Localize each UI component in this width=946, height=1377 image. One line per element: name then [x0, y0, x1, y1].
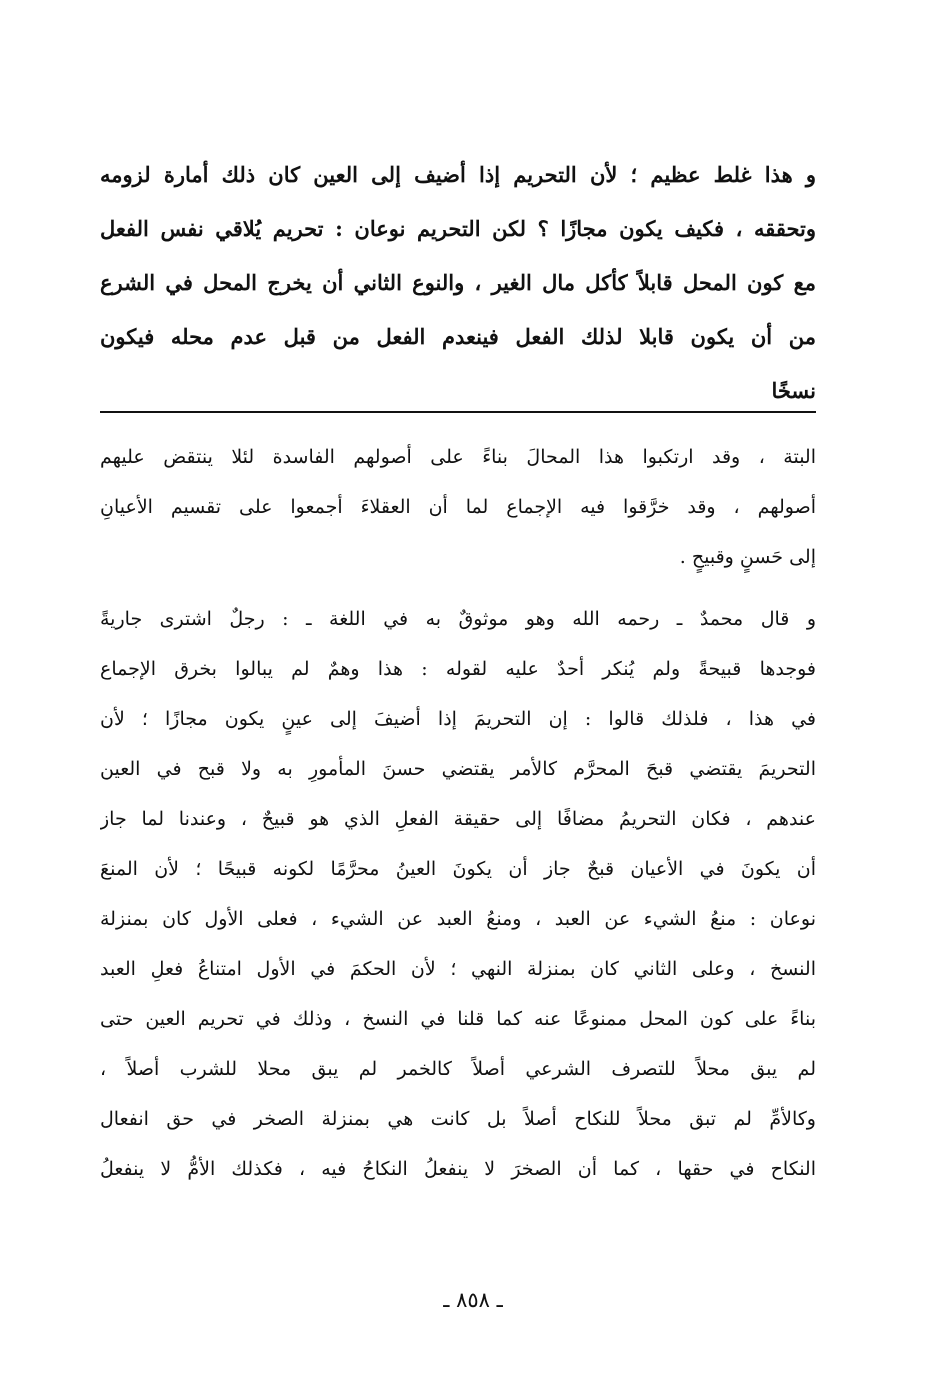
- main-text-line: مع كون المحل قابلاً كأكل مال الغير ، والنوع الثاني أن يخرج المحل في الشرع: [100, 270, 816, 295]
- main-text-line: نسخًا: [771, 378, 816, 403]
- footnote-paragraph: [100, 432, 816, 582]
- footnote-line: أن يكونَ في الأعيان قبحٌ جاز أن يكونَ العينُ محرَّمًا لكونه قبيحًا ؛ لأن المنعَ: [100, 858, 816, 880]
- footnote-divider: [100, 411, 816, 413]
- main-text-line: من أن يكون قابلا لذلك الفعل فينعدم الفعل من قبل عدم محله فيكون: [100, 324, 816, 349]
- footnote-line: نوعان : منعُ الشيء عن العبد ، ومنعُ العبد عن الشيء ، فعلى الأول كان بمنزلة: [100, 908, 816, 930]
- footnote-line: لم يبق محلاً للتصرف الشرعي أصلاً كالخمر لم يبق محلا للشرب أصلاً ،: [100, 1058, 816, 1080]
- footnote-line: في هذا ، فلذلك قالوا : إن التحريمَ إذا أضيفَ إلى عينٍ يكون مجازًا ؛ لأن: [100, 708, 816, 730]
- footnote-line: بناءً على كون المحل ممنوعًا عنه كما قلنا في النسخ ، وذلك في تحريم العين حتى: [100, 1008, 816, 1030]
- main-text-line: وتحققه ، فكيف يكون مجازًا ؟ لكن التحريم نوعان : تحريم يُلاقي نفس الفعل: [100, 216, 816, 241]
- footnote-line: و قال محمدٌ ـ رحمه الله وهو موثوقٌ به في اللغة ـ : رجلٌ اشترى جاريةً: [100, 608, 816, 630]
- footnote-line: التحريمَ يقتضي قبحَ المحرَّم كالأمر يقتضي حسنَ المأمورِ به ولا قبح في العين: [100, 758, 816, 780]
- footnote-line: وكالأمِّ لم تبق محلاً للنكاح أصلاً بل كانت هي بمنزلة الصخر في حق انفعال: [100, 1108, 816, 1130]
- footnote-text: [100, 432, 816, 1194]
- footnote-line: أصولهم ، وقد خرَّقوا فيه الإجماع لما أن العقلاءَ أجمعوا على تقسيم الأعيانِ: [100, 496, 816, 518]
- footnote-line: عندهم ، فكان التحريمُ مضافًا إلى حقيقة الفعلِ الذي هو قبيحٌ ، وعندنا لما جاز: [100, 808, 816, 830]
- page-number: ـ ٨٥٨ ـ: [443, 1288, 503, 1312]
- main-text-line: و هذا غلط عظيم ؛ لأن التحريم إذا أضيف إلى العين كان ذلك أمارة لزومه: [100, 162, 816, 187]
- footnote-line: النسخ ، وعلى الثاني كان بمنزلة النهي ؛ لأن الحكمَ في الأول امتناعُ فعلِ العبد: [100, 958, 816, 980]
- footnote-line: البتة ، وقد ارتكبوا هذا المحالَ بناءً على أصولهم الفاسدة لئلا ينتقض عليهم: [100, 446, 816, 468]
- footnote-paragraph: [100, 594, 816, 1194]
- footnote-line: إلى حَسنٍ وقبيحٍ .: [679, 546, 816, 568]
- footnote-line: النكاح في حقها ، كما أن الصخرَ لا ينفعلُ النكاحُ فيه ، فكذلك الأمُّ لا ينفعلُ: [100, 1158, 816, 1180]
- footnote-line: فوجدها قبيحةً ولم يُنكر أحدٌ عليه لقوله : هذا وهمٌ لم يبالوا بخرق الإجماع: [100, 658, 816, 680]
- main-text: [100, 148, 816, 418]
